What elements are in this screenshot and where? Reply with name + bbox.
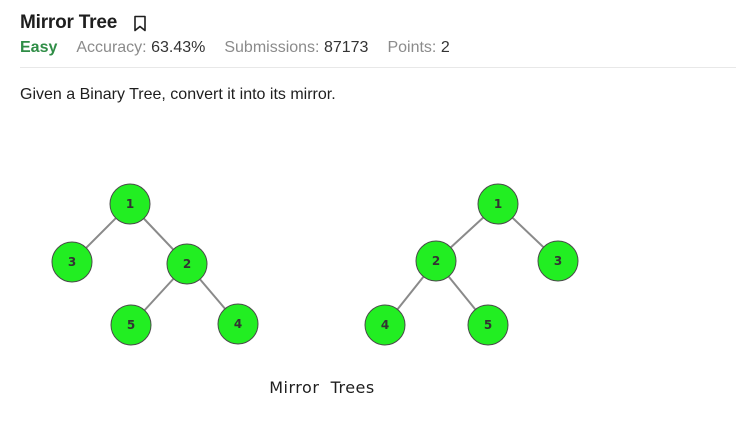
points-value: 2 — [440, 39, 450, 56]
submissions-value: 87173 — [323, 39, 369, 56]
tree-node — [111, 305, 151, 345]
points-label: Points: — [387, 39, 437, 56]
tree-node — [110, 184, 150, 224]
figure-caption: Mirror Trees — [269, 378, 375, 397]
tree-node — [468, 305, 508, 345]
node-label: 1 — [125, 197, 135, 211]
tree-node — [218, 304, 258, 344]
node-label: 2 — [431, 254, 441, 268]
node-label: 5 — [483, 318, 493, 332]
difficulty-badge: Easy — [20, 39, 58, 56]
tree-node — [365, 305, 405, 345]
node-label: 4 — [233, 317, 243, 331]
tree-node — [52, 242, 92, 282]
tree-node — [416, 241, 456, 281]
tree-node — [538, 241, 578, 281]
tree-node — [478, 184, 518, 224]
submissions-label: Submissions: — [224, 39, 320, 56]
node-label: 3 — [67, 255, 77, 269]
accuracy-label: Accuracy: — [76, 39, 147, 56]
node-label: 5 — [126, 318, 136, 332]
problem-title: Mirror Tree — [20, 12, 118, 33]
node-label: 1 — [493, 197, 503, 211]
accuracy-value: 63.43% — [151, 39, 206, 56]
node-label: 3 — [553, 254, 563, 268]
problem-description: Given a Binary Tree, convert it into its mirror. — [20, 86, 336, 103]
tree-node — [167, 244, 207, 284]
node-label: 4 — [380, 318, 390, 332]
node-label: 2 — [182, 257, 192, 271]
